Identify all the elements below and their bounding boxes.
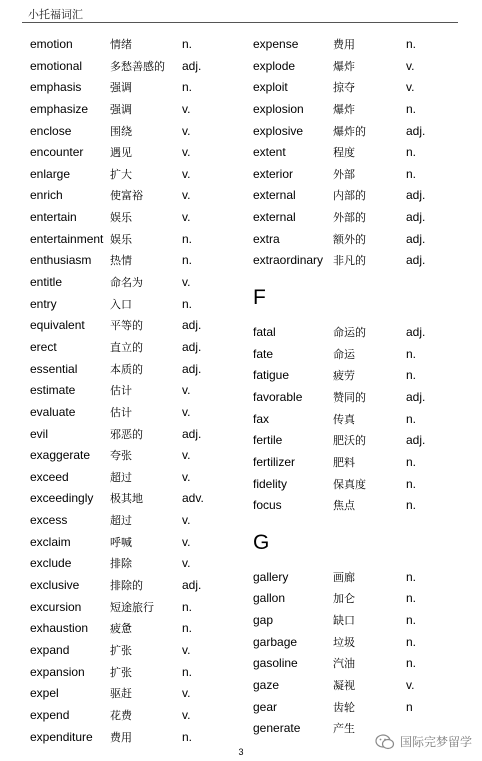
vocab-word: favorable — [253, 389, 303, 404]
vocab-word: exceed — [30, 469, 69, 484]
vocab-translation: 爆炸的 — [333, 124, 366, 138]
vocab-word: explosion — [253, 101, 304, 116]
vocab-translation: 内部的 — [333, 189, 366, 203]
vocab-word: garbage — [253, 634, 298, 649]
vocab-translation: 极其地 — [110, 492, 143, 506]
vocab-part-of-speech: v. — [182, 642, 191, 657]
vocab-translation: 命运的 — [333, 326, 366, 340]
vocab-word: fatal — [253, 325, 276, 340]
vocab-word: expenditure — [30, 729, 93, 744]
vocab-word: gallon — [253, 591, 286, 606]
vocab-word: external — [253, 188, 296, 203]
vocab-part-of-speech: n. — [406, 454, 417, 469]
vocab-translation: 肥沃的 — [333, 434, 366, 448]
vocab-part-of-speech: n. — [406, 634, 417, 649]
vocab-word: focus — [253, 498, 282, 513]
vocab-word: exhaustion — [30, 621, 89, 636]
vocab-part-of-speech: v. — [182, 534, 191, 549]
vocab-word: fertile — [253, 433, 283, 448]
vocab-translation: 排除的 — [110, 579, 143, 593]
page-number: 3 — [238, 747, 244, 757]
vocab-part-of-speech: n. — [182, 621, 193, 636]
vocab-translation: 邪恶的 — [110, 427, 143, 441]
vocab-part-of-speech: v. — [182, 275, 191, 290]
vocab-word: entitle — [30, 275, 63, 290]
vocab-word: entertain — [30, 210, 77, 225]
vocab-translation: 疲惫 — [110, 622, 132, 636]
vocab-part-of-speech: adj. — [406, 389, 426, 404]
vocab-part-of-speech: n. — [182, 664, 193, 679]
vocab-part-of-speech: n. — [406, 476, 417, 491]
vocab-part-of-speech: v. — [406, 678, 415, 693]
vocab-word: enclose — [30, 123, 72, 138]
vocab-translation: 花费 — [110, 708, 132, 722]
vocab-part-of-speech: v. — [182, 188, 191, 203]
vocab-word: gaze — [253, 678, 280, 693]
vocab-part-of-speech: n. — [182, 253, 193, 268]
vocab-word: emphasis — [30, 80, 82, 95]
vocab-translation: 夸张 — [110, 449, 132, 463]
vocab-part-of-speech: v. — [182, 707, 191, 722]
header-rule — [22, 22, 458, 23]
vocab-word: excursion — [30, 599, 82, 614]
vocab-word: exclaim — [30, 534, 71, 549]
vocab-part-of-speech: adj. — [182, 339, 202, 354]
vocab-word: evaluate — [30, 404, 76, 419]
vocab-translation: 画廊 — [333, 570, 355, 584]
vocab-word: extent — [253, 145, 286, 160]
vocab-part-of-speech: v. — [182, 101, 191, 116]
vocab-word: emphasize — [30, 101, 89, 116]
vocab-translation: 程度 — [333, 146, 355, 160]
vocab-word: exclude — [30, 556, 72, 571]
watermark-text: 国际完梦留学 — [399, 735, 472, 749]
vocab-translation: 排除 — [110, 557, 132, 571]
vocab-translation: 费用 — [333, 38, 355, 51]
vocab-word: essential — [30, 361, 78, 376]
vocab-word: entertainment — [30, 231, 104, 246]
vocab-word: fatigue — [253, 368, 290, 383]
vocab-translation: 驱赶 — [110, 687, 132, 701]
vocab-part-of-speech: v. — [182, 383, 191, 398]
vocab-translation: 平等的 — [110, 319, 143, 333]
vocab-word: generate — [253, 721, 301, 736]
vocab-part-of-speech: adj. — [406, 433, 426, 448]
vocab-word: enlarge — [30, 166, 71, 181]
vocab-word: estimate — [30, 383, 76, 398]
vocab-translation: 额外的 — [333, 232, 366, 246]
vocab-word: expand — [30, 642, 70, 657]
vocab-part-of-speech: n. — [182, 231, 193, 246]
vocab-translation: 保真度 — [333, 477, 366, 491]
vocab-translation: 估计 — [110, 405, 132, 419]
vocab-part-of-speech: adv. — [182, 491, 204, 506]
vocab-word: fate — [253, 346, 274, 361]
vocab-translation: 传真 — [333, 412, 355, 426]
vocab-translation: 娱乐 — [110, 232, 132, 246]
vocab-part-of-speech: adj. — [406, 188, 426, 203]
vocab-part-of-speech: n. — [406, 591, 417, 606]
vocab-translation: 强调 — [110, 102, 132, 116]
vocab-part-of-speech: v. — [406, 80, 415, 95]
vocab-part-of-speech: adj. — [182, 578, 202, 593]
vocab-word: extra — [253, 231, 280, 246]
section-letter-g: G — [253, 530, 270, 554]
vocab-word: expel — [30, 686, 59, 701]
vocab-translation: 使富裕 — [110, 189, 143, 203]
vocab-translation: 加仑 — [333, 592, 355, 606]
vocab-translation: 外部的 — [333, 211, 366, 225]
vocab-word: explosive — [253, 123, 304, 138]
vocab-part-of-speech: n. — [406, 101, 417, 116]
vocab-part-of-speech: n. — [406, 411, 417, 426]
vocab-word: fertilizer — [253, 454, 296, 469]
vocab-translation: 热情 — [110, 254, 132, 268]
vocab-translation: 扩张 — [110, 665, 132, 679]
vocab-translation: 强调 — [110, 81, 132, 95]
vocab-word: gasoline — [253, 656, 298, 671]
vocab-word: expense — [253, 37, 299, 51]
vocab-part-of-speech: n. — [182, 37, 193, 51]
vocab-word: gap — [253, 613, 274, 628]
vocab-part-of-speech: v. — [182, 404, 191, 419]
vocab-part-of-speech: n. — [406, 37, 417, 51]
vocab-part-of-speech: n. — [406, 145, 417, 160]
vocab-part-of-speech: n. — [406, 346, 417, 361]
vocab-word: explode — [253, 58, 296, 73]
vocab-word: excess — [30, 513, 68, 528]
vocab-part-of-speech: v. — [182, 469, 191, 484]
vocab-translation: 肥料 — [333, 455, 355, 469]
vocab-translation: 凝视 — [333, 679, 355, 693]
wechat-icon — [375, 734, 395, 750]
vocab-translation: 短途旅行 — [110, 600, 154, 614]
vocab-part-of-speech: v. — [182, 513, 191, 528]
vocab-part-of-speech: v. — [182, 448, 191, 463]
vocab-translation: 掠夺 — [333, 81, 355, 95]
vocab-translation: 爆炸 — [333, 59, 355, 73]
vocab-translation: 遇见 — [110, 146, 132, 160]
vocab-word: fidelity — [253, 476, 288, 491]
vocab-part-of-speech: adj. — [406, 253, 426, 268]
vocab-part-of-speech: n. — [406, 613, 417, 628]
vocab-word: expansion — [30, 664, 85, 679]
vocab-word: exploit — [253, 80, 288, 95]
vocab-part-of-speech: n. — [406, 166, 417, 181]
vocab-translation: 汽油 — [333, 657, 355, 671]
vocab-translation: 缺口 — [333, 614, 355, 628]
vocab-word: erect — [30, 339, 57, 354]
vocab-translation: 齿轮 — [333, 700, 355, 714]
vocab-translation: 估计 — [110, 384, 132, 398]
vocab-translation: 外部 — [333, 167, 355, 181]
vocab-word: enrich — [30, 188, 63, 203]
vocab-part-of-speech: n. — [406, 498, 417, 513]
vocab-translation: 疲劳 — [333, 369, 355, 383]
vocab-word: external — [253, 210, 296, 225]
vocab-part-of-speech: v. — [182, 686, 191, 701]
vocab-part-of-speech: n — [406, 699, 413, 714]
vocab-part-of-speech: n. — [182, 599, 193, 614]
vocab-part-of-speech: adj. — [406, 231, 426, 246]
vocab-translation: 爆炸 — [333, 102, 355, 116]
vocab-word: evil — [30, 426, 49, 441]
header-title: 小托福词汇 — [28, 8, 83, 21]
vocab-translation: 非凡的 — [333, 254, 366, 268]
vocab-part-of-speech: n. — [406, 368, 417, 383]
vocab-part-of-speech: v. — [182, 123, 191, 138]
vocab-part-of-speech: adj. — [182, 361, 202, 376]
vocab-word: equivalent — [30, 318, 85, 333]
vocab-part-of-speech: adj. — [182, 318, 202, 333]
vocab-part-of-speech: n. — [182, 296, 193, 311]
vocab-translation: 产生 — [333, 722, 355, 736]
vocab-word: encounter — [30, 145, 84, 160]
vocab-translation: 入口 — [110, 297, 132, 311]
vocab-word: exclusive — [30, 578, 80, 593]
vocab-translation: 扩张 — [110, 643, 132, 657]
vocab-part-of-speech: adj. — [406, 325, 426, 340]
vocab-word: emotional — [30, 58, 83, 73]
vocab-word: expend — [30, 707, 70, 722]
vocab-translation: 多愁善感的 — [110, 59, 165, 73]
vocab-translation: 命名为 — [110, 276, 143, 290]
vocab-part-of-speech: adj. — [182, 58, 202, 73]
vocab-translation: 垃圾 — [333, 635, 355, 649]
vocab-translation: 超过 — [110, 514, 132, 528]
vocab-part-of-speech: n. — [406, 656, 417, 671]
vocab-translation: 赞同的 — [333, 390, 366, 404]
vocab-part-of-speech: v. — [182, 210, 191, 225]
vocab-part-of-speech: v. — [182, 166, 191, 181]
vocab-part-of-speech: adj. — [182, 426, 202, 441]
vocab-word: entry — [30, 296, 57, 311]
vocab-part-of-speech: v. — [406, 58, 415, 73]
vocab-word: exterior — [253, 166, 294, 181]
vocab-part-of-speech: n. — [406, 569, 417, 584]
vocab-part-of-speech: n. — [182, 729, 193, 744]
vocab-translation: 命运 — [333, 347, 355, 361]
vocab-part-of-speech: adj. — [406, 123, 426, 138]
vocab-translation: 本质的 — [110, 362, 143, 376]
vocab-word: fax — [253, 411, 270, 426]
vocab-part-of-speech: n. — [182, 80, 193, 95]
vocab-translation: 超过 — [110, 470, 132, 484]
vocab-word: gear — [253, 699, 278, 714]
vocab-part-of-speech: adj. — [406, 210, 426, 225]
vocab-translation: 娱乐 — [110, 211, 132, 225]
vocab-word: extraordinary — [253, 253, 324, 268]
vocab-translation: 扩大 — [110, 167, 132, 181]
vocab-part-of-speech: v. — [182, 556, 191, 571]
vocab-translation: 情绪 — [110, 38, 132, 51]
vocab-translation: 围绕 — [110, 124, 132, 138]
vocab-translation: 呼喊 — [110, 535, 132, 549]
watermark — [375, 733, 472, 750]
vocab-word: exaggerate — [30, 448, 91, 463]
vocab-translation: 直立的 — [110, 340, 143, 354]
vocab-word: emotion — [30, 37, 73, 51]
section-letter-f: F — [253, 286, 266, 310]
vocab-word: exceedingly — [30, 491, 94, 506]
vocab-translation: 费用 — [110, 730, 132, 744]
vocab-translation: 焦点 — [333, 499, 355, 513]
vocab-word: enthusiasm — [30, 253, 92, 268]
vocab-part-of-speech: v. — [182, 145, 191, 160]
vocab-word: gallery — [253, 569, 289, 584]
